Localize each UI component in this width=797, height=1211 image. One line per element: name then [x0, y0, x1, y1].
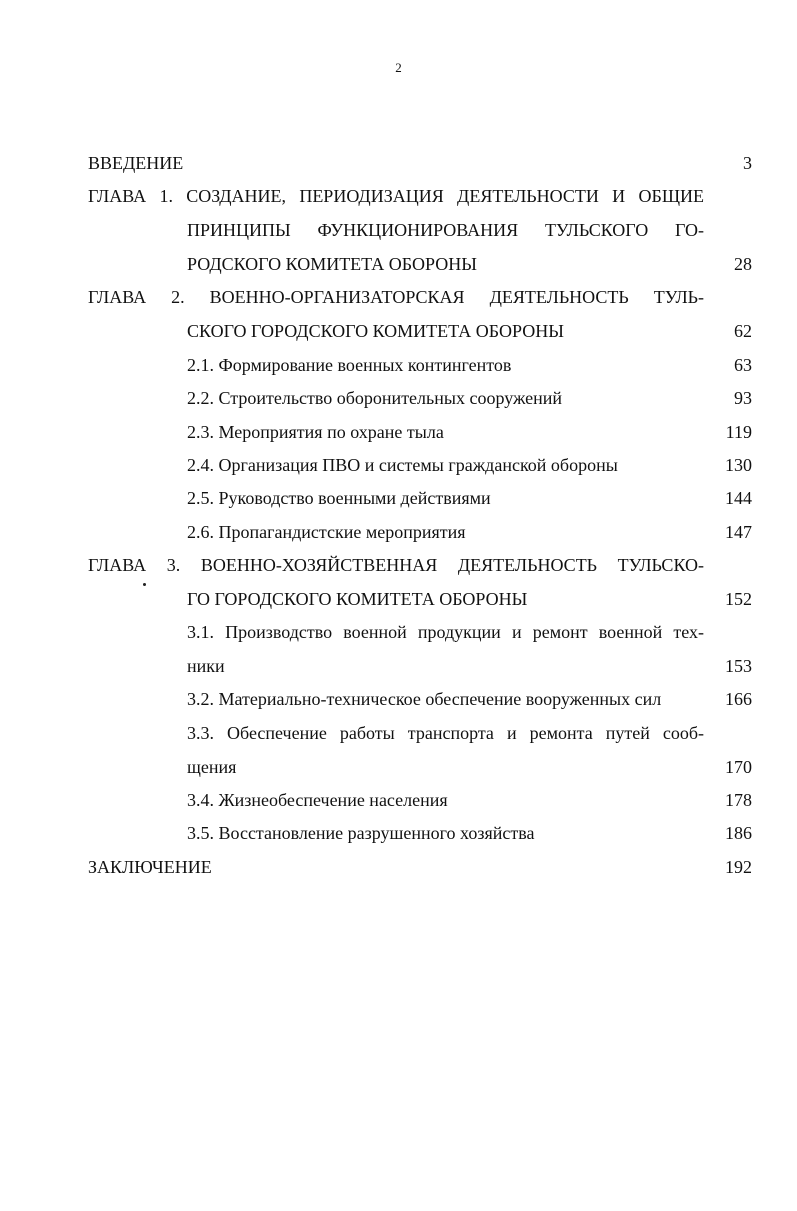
- toc-section-2-5: 2.5. Руководство военными действиями: [187, 488, 491, 508]
- toc-chapter2-line-1: ГЛАВА 2. ВОЕННО-ОРГАНИЗАТОРСКАЯ ДЕЯТЕЛЬНОСТЬ ТУЛЬ-: [88, 287, 704, 307]
- toc-section-2-5-page: 144: [725, 488, 752, 508]
- toc-chapter2-line-2: СКОГО ГОРОДСКОГО КОМИТЕТА ОБОРОНЫ: [187, 321, 564, 341]
- toc-chapter3-line-2: ГО ГОРОДСКОГО КОМИТЕТА ОБОРОНЫ: [187, 589, 528, 609]
- toc-section-2-2-page: 93: [734, 388, 752, 408]
- toc-section-3-4: 3.4. Жизнеобеспечение населения: [187, 790, 448, 810]
- toc-chapter3-line-1: ГЛАВА 3. ВОЕННО-ХОЗЯЙСТВЕННАЯ ДЕЯТЕЛЬНОСТЬ ТУЛЬСКО-: [88, 555, 704, 575]
- toc-chapter1-line-1: ГЛАВА 1. СОЗДАНИЕ, ПЕРИОДИЗАЦИЯ ДЕЯТЕЛЬНОСТИ И ОБЩИЕ: [88, 186, 704, 206]
- toc-section-3-3-line-1: 3.3. Обеспечение работы транспорта и ремонта путей сооб-: [187, 723, 704, 743]
- toc-section-3-2: 3.2. Материально-техническое обеспечение вооруженных сил: [187, 689, 662, 709]
- toc-section-3-3-line-2: щения: [187, 757, 237, 777]
- toc-section-3-2-page: 166: [725, 689, 752, 709]
- toc-section-3-1-line-1: 3.1. Производство военной продукции и ремонт военной тех-: [187, 622, 704, 642]
- scan-speck: [143, 583, 146, 586]
- toc-section-3-3-page: 170: [725, 757, 752, 777]
- toc-section-2-2: 2.2. Строительство оборонительных сооружений: [187, 388, 563, 408]
- toc-section-3-1-line-2: ники: [187, 656, 225, 676]
- toc-chapter3-page: 152: [725, 589, 752, 609]
- toc-section-2-6: 2.6. Пропагандистские мероприятия: [187, 522, 466, 542]
- page-number: 2: [395, 60, 402, 75]
- toc-section-2-4-page: 130: [725, 455, 752, 475]
- toc-section-2-3-page: 119: [725, 422, 752, 442]
- toc-section-2-1-page: 63: [734, 355, 752, 375]
- toc-intro-title: ВВЕДЕНИЕ: [88, 153, 184, 173]
- toc-intro-page: 3: [743, 153, 752, 173]
- toc-section-3-1-page: 153: [725, 656, 752, 676]
- toc-conclusion-page: 192: [725, 857, 752, 877]
- toc-section-2-1: 2.1. Формирование военных контингентов: [187, 355, 512, 375]
- toc-chapter1-line-3: РОДСКОГО КОМИТЕТА ОБОРОНЫ: [187, 254, 477, 274]
- toc-section-3-5-page: 186: [725, 823, 752, 843]
- toc-section-3-4-page: 178: [725, 790, 752, 810]
- toc-section-2-4: 2.4. Организация ПВО и системы гражданской обороны: [187, 455, 618, 475]
- toc-conclusion-title: ЗАКЛЮЧЕНИЕ: [88, 857, 212, 877]
- toc-section-3-5: 3.5. Восстановление разрушенного хозяйства: [187, 823, 535, 843]
- toc-section-2-3: 2.3. Мероприятия по охране тыла: [187, 422, 444, 442]
- toc-section-2-6-page: 147: [725, 522, 752, 542]
- toc-chapter1-page: 28: [734, 254, 752, 274]
- toc-chapter2-page: 62: [734, 321, 752, 341]
- toc-chapter1-line-2: ПРИНЦИПЫ ФУНКЦИОНИРОВАНИЯ ТУЛЬСКОГО ГО-: [187, 220, 704, 240]
